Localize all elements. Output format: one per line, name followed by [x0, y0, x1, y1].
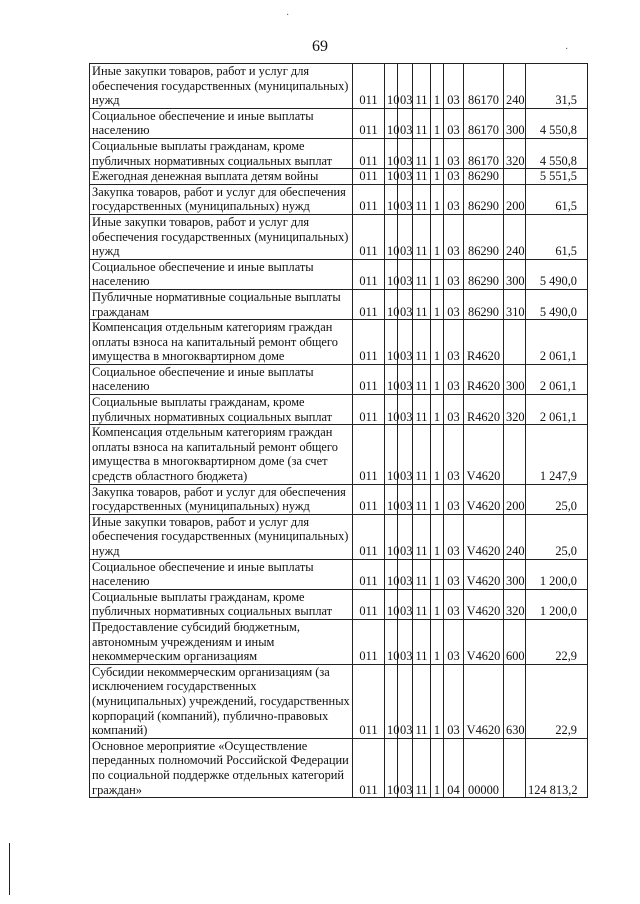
row-name-cell: Социальное обеспечение и иные выплаты населению	[90, 259, 353, 289]
target-code-subprogram-cell: 1	[431, 425, 444, 484]
subsection-code-cell: 03	[398, 395, 413, 425]
target-code-direction-cell: V4620	[464, 664, 504, 738]
table-row	[90, 738, 588, 797]
row-name-cell: Иные закупки товаров, работ и услуг для обеспечения государственных (муниципальных) нужд	[90, 514, 353, 559]
row-name-cell: Социальные выплаты гражданам, кроме публичных нормативных социальных выплат	[90, 138, 353, 168]
section-code-cell: 10	[385, 395, 398, 425]
target-code-program-cell: 11	[413, 169, 431, 185]
target-code-direction-cell: 86170	[464, 138, 504, 168]
subsection-code-cell: 03	[398, 619, 413, 664]
amount-cell: 31,5	[526, 64, 588, 109]
expense-type-cell: 320	[504, 138, 526, 168]
section-code-cell: 10	[385, 589, 398, 619]
subsection-code-cell: 03	[398, 320, 413, 365]
section-code-cell: 10	[385, 364, 398, 394]
amount-cell: 124 813,2	[526, 738, 588, 797]
row-name-cell: Социальные выплаты гражданам, кроме публичных нормативных социальных выплат	[90, 395, 353, 425]
row-name-cell: Социальные выплаты гражданам, кроме публичных нормативных социальных выплат	[90, 589, 353, 619]
row-name-cell: Основное мероприятие «Осуществление переданных полномочий Российской Федерации по социальной поддержке отдельных категорий граждан»	[90, 738, 353, 797]
ved-code-cell: 011	[353, 738, 385, 797]
amount-cell: 1 200,0	[526, 559, 588, 589]
target-code-event-cell: 03	[444, 559, 464, 589]
section-code-cell: 10	[385, 259, 398, 289]
subsection-code-cell: 03	[398, 589, 413, 619]
target-code-event-cell: 04	[444, 738, 464, 797]
row-name-cell: Компенсация отдельным категориям граждан оплаты взноса на капитальный ремонт общего имущества в многоквартирном доме	[90, 320, 353, 365]
target-code-direction-cell: 86170	[464, 64, 504, 109]
section-code-cell: 10	[385, 138, 398, 168]
expense-type-cell	[504, 320, 526, 365]
target-code-event-cell: 03	[444, 395, 464, 425]
subsection-code-cell: 03	[398, 738, 413, 797]
subsection-code-cell: 03	[398, 259, 413, 289]
target-code-direction-cell: V4620	[464, 619, 504, 664]
target-code-program-cell: 11	[413, 108, 431, 138]
target-code-direction-cell: V4620	[464, 484, 504, 514]
section-code-cell: 10	[385, 169, 398, 185]
expense-type-cell: 300	[504, 364, 526, 394]
table-row	[90, 320, 588, 365]
table-row	[90, 589, 588, 619]
expense-type-cell: 300	[504, 559, 526, 589]
target-code-subprogram-cell: 1	[431, 320, 444, 365]
expense-type-cell: 600	[504, 619, 526, 664]
amount-cell: 61,5	[526, 184, 588, 214]
target-code-event-cell: 03	[444, 589, 464, 619]
subsection-code-cell: 03	[398, 425, 413, 484]
row-name-cell: Компенсация отдельным категориям граждан оплаты взноса на капитальный ремонт общего имущества в многоквартирном доме (за счет средств областного бюджета)	[90, 425, 353, 484]
target-code-subprogram-cell: 1	[431, 108, 444, 138]
ved-code-cell: 011	[353, 514, 385, 559]
target-code-event-cell: 03	[444, 484, 464, 514]
table-row	[90, 395, 588, 425]
target-code-subprogram-cell: 1	[431, 514, 444, 559]
amount-cell: 22,9	[526, 619, 588, 664]
target-code-event-cell: 03	[444, 364, 464, 394]
target-code-event-cell: 03	[444, 425, 464, 484]
expense-type-cell: 310	[504, 289, 526, 319]
target-code-event-cell: 03	[444, 259, 464, 289]
amount-cell: 1 247,9	[526, 425, 588, 484]
table-row	[90, 214, 588, 259]
target-code-subprogram-cell: 1	[431, 664, 444, 738]
amount-cell: 5 490,0	[526, 289, 588, 319]
subsection-code-cell: 03	[398, 184, 413, 214]
target-code-subprogram-cell: 1	[431, 619, 444, 664]
row-name-cell: Социальное обеспечение и иные выплаты населению	[90, 559, 353, 589]
section-code-cell: 10	[385, 484, 398, 514]
scan-dot-mark: ·	[286, 10, 290, 21]
target-code-program-cell: 11	[413, 289, 431, 319]
subsection-code-cell: 03	[398, 289, 413, 319]
table-row	[90, 514, 588, 559]
subsection-code-cell: 03	[398, 169, 413, 185]
amount-cell: 61,5	[526, 214, 588, 259]
subsection-code-cell: 03	[398, 559, 413, 589]
target-code-subprogram-cell: 1	[431, 289, 444, 319]
target-code-program-cell: 11	[413, 738, 431, 797]
ved-code-cell: 011	[353, 559, 385, 589]
target-code-event-cell: 03	[444, 514, 464, 559]
target-code-program-cell: 11	[413, 320, 431, 365]
row-name-cell: Закупка товаров, работ и услуг для обеспечения государственных (муниципальных) нужд	[90, 484, 353, 514]
target-code-program-cell: 11	[413, 259, 431, 289]
ved-code-cell: 011	[353, 259, 385, 289]
target-code-direction-cell: R4620	[464, 395, 504, 425]
target-code-program-cell: 11	[413, 619, 431, 664]
target-code-event-cell: 03	[444, 214, 464, 259]
target-code-direction-cell: V4620	[464, 514, 504, 559]
row-name-cell: Предоставление субсидий бюджетным, автономным учреждениям и иным некоммерческим организациям	[90, 619, 353, 664]
expense-type-cell: 240	[504, 514, 526, 559]
target-code-direction-cell: V4620	[464, 589, 504, 619]
margin-rule	[9, 843, 10, 895]
target-code-event-cell: 03	[444, 169, 464, 185]
target-code-event-cell: 03	[444, 108, 464, 138]
table-row	[90, 64, 588, 109]
target-code-direction-cell: R4620	[464, 320, 504, 365]
section-code-cell: 10	[385, 214, 398, 259]
ved-code-cell: 011	[353, 364, 385, 394]
target-code-event-cell: 03	[444, 619, 464, 664]
table-row	[90, 259, 588, 289]
expense-type-cell: 300	[504, 259, 526, 289]
target-code-program-cell: 11	[413, 484, 431, 514]
expense-type-cell: 630	[504, 664, 526, 738]
target-code-direction-cell: 86290	[464, 214, 504, 259]
table-row	[90, 425, 588, 484]
target-code-direction-cell: 00000	[464, 738, 504, 797]
subsection-code-cell: 03	[398, 108, 413, 138]
table-row	[90, 664, 588, 738]
target-code-direction-cell: 86290	[464, 169, 504, 185]
target-code-direction-cell: 86290	[464, 184, 504, 214]
target-code-program-cell: 11	[413, 425, 431, 484]
row-name-cell: Социальное обеспечение и иные выплаты населению	[90, 108, 353, 138]
section-code-cell: 10	[385, 664, 398, 738]
section-code-cell: 10	[385, 514, 398, 559]
target-code-subprogram-cell: 1	[431, 484, 444, 514]
table-row	[90, 108, 588, 138]
budget-table	[89, 63, 588, 798]
ved-code-cell: 011	[353, 589, 385, 619]
section-code-cell: 10	[385, 320, 398, 365]
target-code-program-cell: 11	[413, 664, 431, 738]
table-row	[90, 289, 588, 319]
target-code-subprogram-cell: 1	[431, 559, 444, 589]
subsection-code-cell: 03	[398, 364, 413, 394]
ved-code-cell: 011	[353, 108, 385, 138]
section-code-cell: 10	[385, 619, 398, 664]
target-code-direction-cell: R4620	[464, 364, 504, 394]
target-code-direction-cell: V4620	[464, 425, 504, 484]
expense-type-cell: 200	[504, 184, 526, 214]
subsection-code-cell: 03	[398, 484, 413, 514]
amount-cell: 5 551,5	[526, 169, 588, 185]
target-code-program-cell: 11	[413, 138, 431, 168]
section-code-cell: 10	[385, 289, 398, 319]
table-row	[90, 559, 588, 589]
target-code-event-cell: 03	[444, 138, 464, 168]
target-code-subprogram-cell: 1	[431, 259, 444, 289]
page-number: 69	[312, 38, 328, 55]
target-code-program-cell: 11	[413, 64, 431, 109]
target-code-subprogram-cell: 1	[431, 64, 444, 109]
ved-code-cell: 011	[353, 184, 385, 214]
expense-type-cell	[504, 425, 526, 484]
section-code-cell: 10	[385, 64, 398, 109]
scan-dot-mark: ·	[565, 44, 569, 55]
table-row	[90, 364, 588, 394]
target-code-program-cell: 11	[413, 214, 431, 259]
target-code-program-cell: 11	[413, 364, 431, 394]
expense-type-cell: 320	[504, 589, 526, 619]
section-code-cell: 10	[385, 559, 398, 589]
amount-cell: 22,9	[526, 664, 588, 738]
target-code-event-cell: 03	[444, 289, 464, 319]
row-name-cell: Иные закупки товаров, работ и услуг для обеспечения государственных (муниципальных) нужд	[90, 64, 353, 109]
target-code-subprogram-cell: 1	[431, 589, 444, 619]
target-code-subprogram-cell: 1	[431, 395, 444, 425]
table-row	[90, 138, 588, 168]
subsection-code-cell: 03	[398, 214, 413, 259]
section-code-cell: 10	[385, 425, 398, 484]
target-code-event-cell: 03	[444, 64, 464, 109]
target-code-subprogram-cell: 1	[431, 214, 444, 259]
expense-type-cell: 240	[504, 214, 526, 259]
target-code-direction-cell: 86290	[464, 289, 504, 319]
amount-cell: 1 200,0	[526, 589, 588, 619]
amount-cell: 25,0	[526, 484, 588, 514]
subsection-code-cell: 03	[398, 514, 413, 559]
expense-type-cell: 300	[504, 108, 526, 138]
expense-type-cell: 200	[504, 484, 526, 514]
target-code-program-cell: 11	[413, 514, 431, 559]
target-code-subprogram-cell: 1	[431, 169, 444, 185]
expense-type-cell	[504, 169, 526, 185]
section-code-cell: 10	[385, 738, 398, 797]
target-code-direction-cell: V4620	[464, 559, 504, 589]
ved-code-cell: 011	[353, 619, 385, 664]
expense-type-cell	[504, 738, 526, 797]
ved-code-cell: 011	[353, 214, 385, 259]
subsection-code-cell: 03	[398, 664, 413, 738]
amount-cell: 4 550,8	[526, 108, 588, 138]
target-code-program-cell: 11	[413, 589, 431, 619]
ved-code-cell: 011	[353, 320, 385, 365]
target-code-event-cell: 03	[444, 320, 464, 365]
target-code-subprogram-cell: 1	[431, 738, 444, 797]
target-code-program-cell: 11	[413, 395, 431, 425]
amount-cell: 2 061,1	[526, 395, 588, 425]
section-code-cell: 10	[385, 184, 398, 214]
target-code-direction-cell: 86290	[464, 259, 504, 289]
target-code-subprogram-cell: 1	[431, 364, 444, 394]
ved-code-cell: 011	[353, 664, 385, 738]
target-code-event-cell: 03	[444, 664, 464, 738]
ved-code-cell: 011	[353, 169, 385, 185]
table-row	[90, 184, 588, 214]
ved-code-cell: 011	[353, 395, 385, 425]
row-name-cell: Закупка товаров, работ и услуг для обеспечения государственных (муниципальных) нужд	[90, 184, 353, 214]
ved-code-cell: 011	[353, 138, 385, 168]
subsection-code-cell: 03	[398, 138, 413, 168]
ved-code-cell: 011	[353, 289, 385, 319]
table-row	[90, 619, 588, 664]
row-name-cell: Иные закупки товаров, работ и услуг для обеспечения государственных (муниципальных) нужд	[90, 214, 353, 259]
subsection-code-cell: 03	[398, 64, 413, 109]
amount-cell: 2 061,1	[526, 320, 588, 365]
target-code-program-cell: 11	[413, 559, 431, 589]
section-code-cell: 10	[385, 108, 398, 138]
row-name-cell: Ежегодная денежная выплата детям войны	[90, 169, 353, 185]
target-code-subprogram-cell: 1	[431, 184, 444, 214]
amount-cell: 4 550,8	[526, 138, 588, 168]
amount-cell: 25,0	[526, 514, 588, 559]
row-name-cell: Публичные нормативные социальные выплаты гражданам	[90, 289, 353, 319]
ved-code-cell: 011	[353, 64, 385, 109]
target-code-direction-cell: 86170	[464, 108, 504, 138]
target-code-subprogram-cell: 1	[431, 138, 444, 168]
ved-code-cell: 011	[353, 484, 385, 514]
table-row	[90, 169, 588, 185]
target-code-program-cell: 11	[413, 184, 431, 214]
row-name-cell: Социальное обеспечение и иные выплаты населению	[90, 364, 353, 394]
amount-cell: 2 061,1	[526, 364, 588, 394]
target-code-event-cell: 03	[444, 184, 464, 214]
ved-code-cell: 011	[353, 425, 385, 484]
expense-type-cell: 240	[504, 64, 526, 109]
expense-type-cell: 320	[504, 395, 526, 425]
row-name-cell: Субсидии некоммерческим организациям (за исключением государственных (муниципальных) учреждений, государственных корпораций (компаний), публично-правовых компаний)	[90, 664, 353, 738]
table-row	[90, 484, 588, 514]
amount-cell: 5 490,0	[526, 259, 588, 289]
